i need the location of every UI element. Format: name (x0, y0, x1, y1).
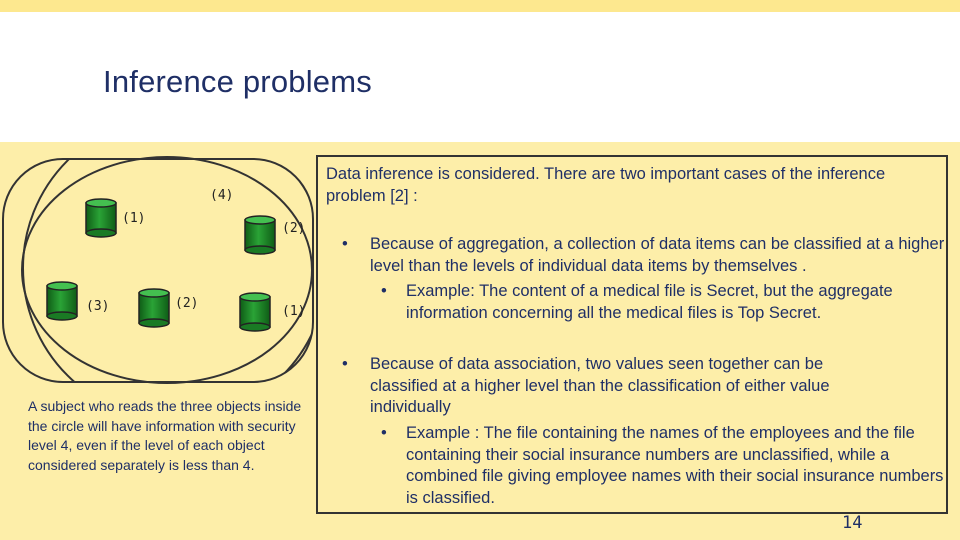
inference-diagram (0, 150, 320, 390)
top-band (0, 0, 960, 12)
sub-bullet-association-example (381, 423, 946, 509)
bullet-association-text: Because of data association, two values seen together can be classified at a higher level than the classification of either value individually (370, 355, 830, 416)
label-circle-level: (4) (210, 188, 234, 203)
sub-bullet-aggregation-example (381, 281, 946, 324)
label-outer: (3) (86, 299, 110, 314)
label-top-right: (2) (282, 221, 306, 236)
diagram-caption: A subject who reads the three objects inside the circle will have information with security level 4, even if the level of each object considered separately is less than 4. (28, 398, 302, 473)
slide-title: Inference problems (103, 64, 372, 99)
bullet-aggregation (342, 234, 950, 277)
inference-textbox (316, 155, 948, 514)
intro-text: Data inference is considered. There are two important cases of the inference problem [2] : (326, 165, 886, 205)
outer-boundary (3, 159, 313, 382)
label-top-left: (1) (122, 211, 146, 226)
bullet-aggregation-text: Because of aggregation, a collection of data items can be classified at a higher level than the levels of individual data items by themselves . (370, 235, 945, 275)
database-cylinder-top-left (86, 199, 116, 237)
bullet-marker: • (381, 282, 387, 300)
database-cylinder-top-right (245, 216, 275, 254)
sub-bullet-association-text: Example : The file containing the names of the employees and the file containing their social insurance numbers are unclassified, while a combined file giving employee names with their social insurance numbers is classified. (406, 424, 944, 507)
sub-bullet-aggregation-text: Example: The content of a medical file is Secret, but the aggregate information concerning all the medical files is Top Secret. (406, 282, 893, 322)
bullet-marker: • (381, 424, 387, 442)
database-cylinder-outer (47, 282, 77, 320)
bullet-association (342, 354, 890, 419)
page-number: 14 (842, 513, 863, 533)
database-cylinder-bottom-right (240, 293, 270, 331)
label-bottom-right: (1) (282, 304, 306, 319)
bullet-marker: • (342, 235, 348, 253)
label-bottom-mid: (2) (175, 296, 199, 311)
bullet-marker: • (342, 355, 348, 373)
database-cylinder-bottom-mid (139, 289, 169, 327)
